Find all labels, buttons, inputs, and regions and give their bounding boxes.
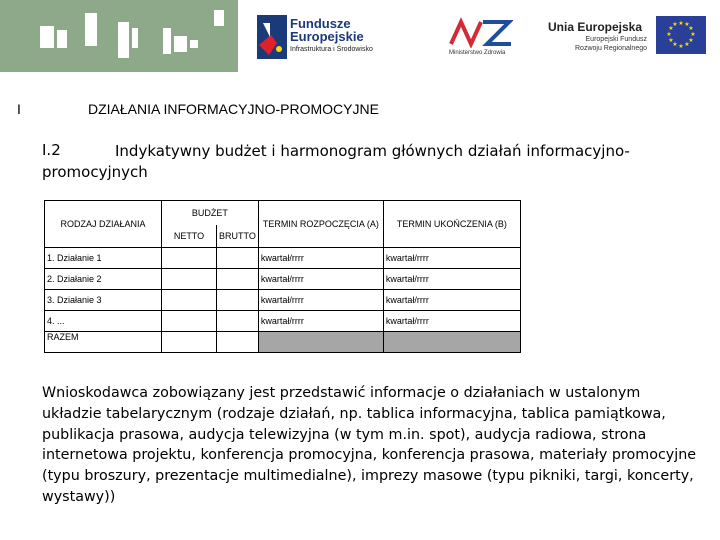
logo-shape — [57, 30, 67, 48]
start-cell: kwartał/rrrr — [258, 247, 383, 268]
logo-shape — [132, 28, 138, 48]
ue-title: Unia Europejska — [548, 20, 643, 34]
instruction-paragraph: Wnioskodawca zobowiązany jest przedstawić informacje o działaniach w ustalonym układzie tabelarycznym (rodzaje działań, np. tablica informacyjna, tablica pamiątkowa, publikacja prasowa, audycja telewizyjna (w tym m.in. spot), audycja radiowa, strona internetowa projektu, konferencja promocyjna, konferencja prasowa, materiały promocyjne (typu broszury, prezentacje multimedialne), imprezy masowe (typu pikniki, targi, koncerty, wystawy)) — [42, 385, 697, 505]
netto-cell — [162, 268, 217, 289]
eu-stars-icon — [656, 16, 706, 54]
end-cell: kwartał/rrrr — [383, 268, 520, 289]
svg-text:★: ★ — [666, 32, 672, 38]
netto-total-cell — [162, 331, 217, 352]
end-cell: kwartał/rrrr — [383, 247, 520, 268]
fe-logo-line: Europejskie — [290, 29, 364, 44]
row-name: 3. Działanie 3 — [45, 289, 162, 310]
col-header-budzet: BUDŻET — [162, 201, 259, 225]
svg-text:★: ★ — [678, 21, 684, 27]
logo-shape — [40, 26, 54, 48]
col-header-brutto: BRUTTO — [217, 225, 259, 248]
logo-shape — [118, 22, 129, 58]
fundusze-europejskie-icon — [257, 15, 287, 59]
end-cell: kwartał/rrrr — [383, 310, 520, 331]
logo-shape — [163, 28, 171, 54]
logo-shape — [190, 40, 198, 48]
header-bar — [0, 0, 720, 72]
logo-shape — [85, 13, 97, 46]
brutto-cell — [217, 310, 259, 331]
section-number: I — [17, 101, 21, 117]
netto-cell — [162, 247, 217, 268]
svg-text:★: ★ — [668, 26, 674, 32]
partner-logos — [243, 0, 720, 72]
svg-text:★: ★ — [668, 38, 674, 44]
end-cell: kwartał/rrrr — [383, 289, 520, 310]
logo-shape — [174, 36, 187, 52]
eu-flag-icon — [656, 16, 706, 54]
total-label: RAZEM — [45, 331, 162, 352]
row-name: 1. Działanie 1 — [45, 247, 162, 268]
row-name: 2. Działanie 2 — [45, 268, 162, 289]
col-header-start: TERMIN ROZPOCZĘCIA (A) — [258, 201, 383, 248]
table-row — [45, 289, 521, 310]
fe-logo-subtitle: Infrastruktura i Środowisko — [290, 46, 373, 53]
fe-logo-line: Fundusze — [290, 16, 351, 31]
budget-table — [44, 200, 521, 353]
col-header-rodzaj: RODZAJ DZIAŁANIA — [45, 201, 162, 248]
table-row — [45, 268, 521, 289]
brutto-cell — [217, 268, 259, 289]
svg-text:★: ★ — [688, 26, 694, 32]
end-total-cell — [383, 331, 520, 352]
subsection-number: I.2 — [42, 141, 61, 159]
svg-text:★: ★ — [684, 42, 690, 48]
start-cell: kwartał/rrrr — [258, 268, 383, 289]
subsection-title: Indykatywny budżet i harmonogram głównych działań informacyjno-promocyjnych — [42, 142, 630, 181]
netto-cell — [162, 310, 217, 331]
col-header-netto: NETTO — [162, 225, 217, 248]
brutto-cell — [217, 289, 259, 310]
total-row — [45, 331, 521, 352]
table-row — [45, 310, 521, 331]
decorative-logo-block — [0, 0, 238, 72]
col-header-end: TERMIN UKOŃCZENIA (B) — [383, 201, 520, 248]
mz-caption: Ministerstwo Zdrowia — [449, 50, 506, 56]
start-cell: kwartał/rrrr — [258, 289, 383, 310]
row-name: 4. ... — [45, 310, 162, 331]
svg-text:★: ★ — [684, 22, 690, 28]
ue-subtitle-line: Rozwoju Regionalnego — [575, 45, 647, 52]
start-total-cell — [258, 331, 383, 352]
svg-text:★: ★ — [672, 42, 678, 48]
start-cell: kwartał/rrrr — [258, 310, 383, 331]
logo-shape — [214, 10, 224, 26]
svg-text:★: ★ — [672, 22, 678, 28]
svg-text:★: ★ — [690, 32, 696, 38]
ue-subtitle-line: Europejski Fundusz — [585, 36, 647, 43]
ue-subtitle — [559, 35, 647, 53]
brutto-cell — [217, 247, 259, 268]
fe-logo-text — [290, 17, 364, 43]
ministerstwo-zdrowia-icon — [449, 16, 513, 48]
svg-text:★: ★ — [688, 38, 694, 44]
netto-cell — [162, 289, 217, 310]
section-title: DZIAŁANIA INFORMACYJNO-PROMOCYJNE — [88, 101, 379, 117]
table-row — [45, 247, 521, 268]
brutto-total-cell — [217, 331, 259, 352]
svg-text:★: ★ — [678, 44, 684, 50]
